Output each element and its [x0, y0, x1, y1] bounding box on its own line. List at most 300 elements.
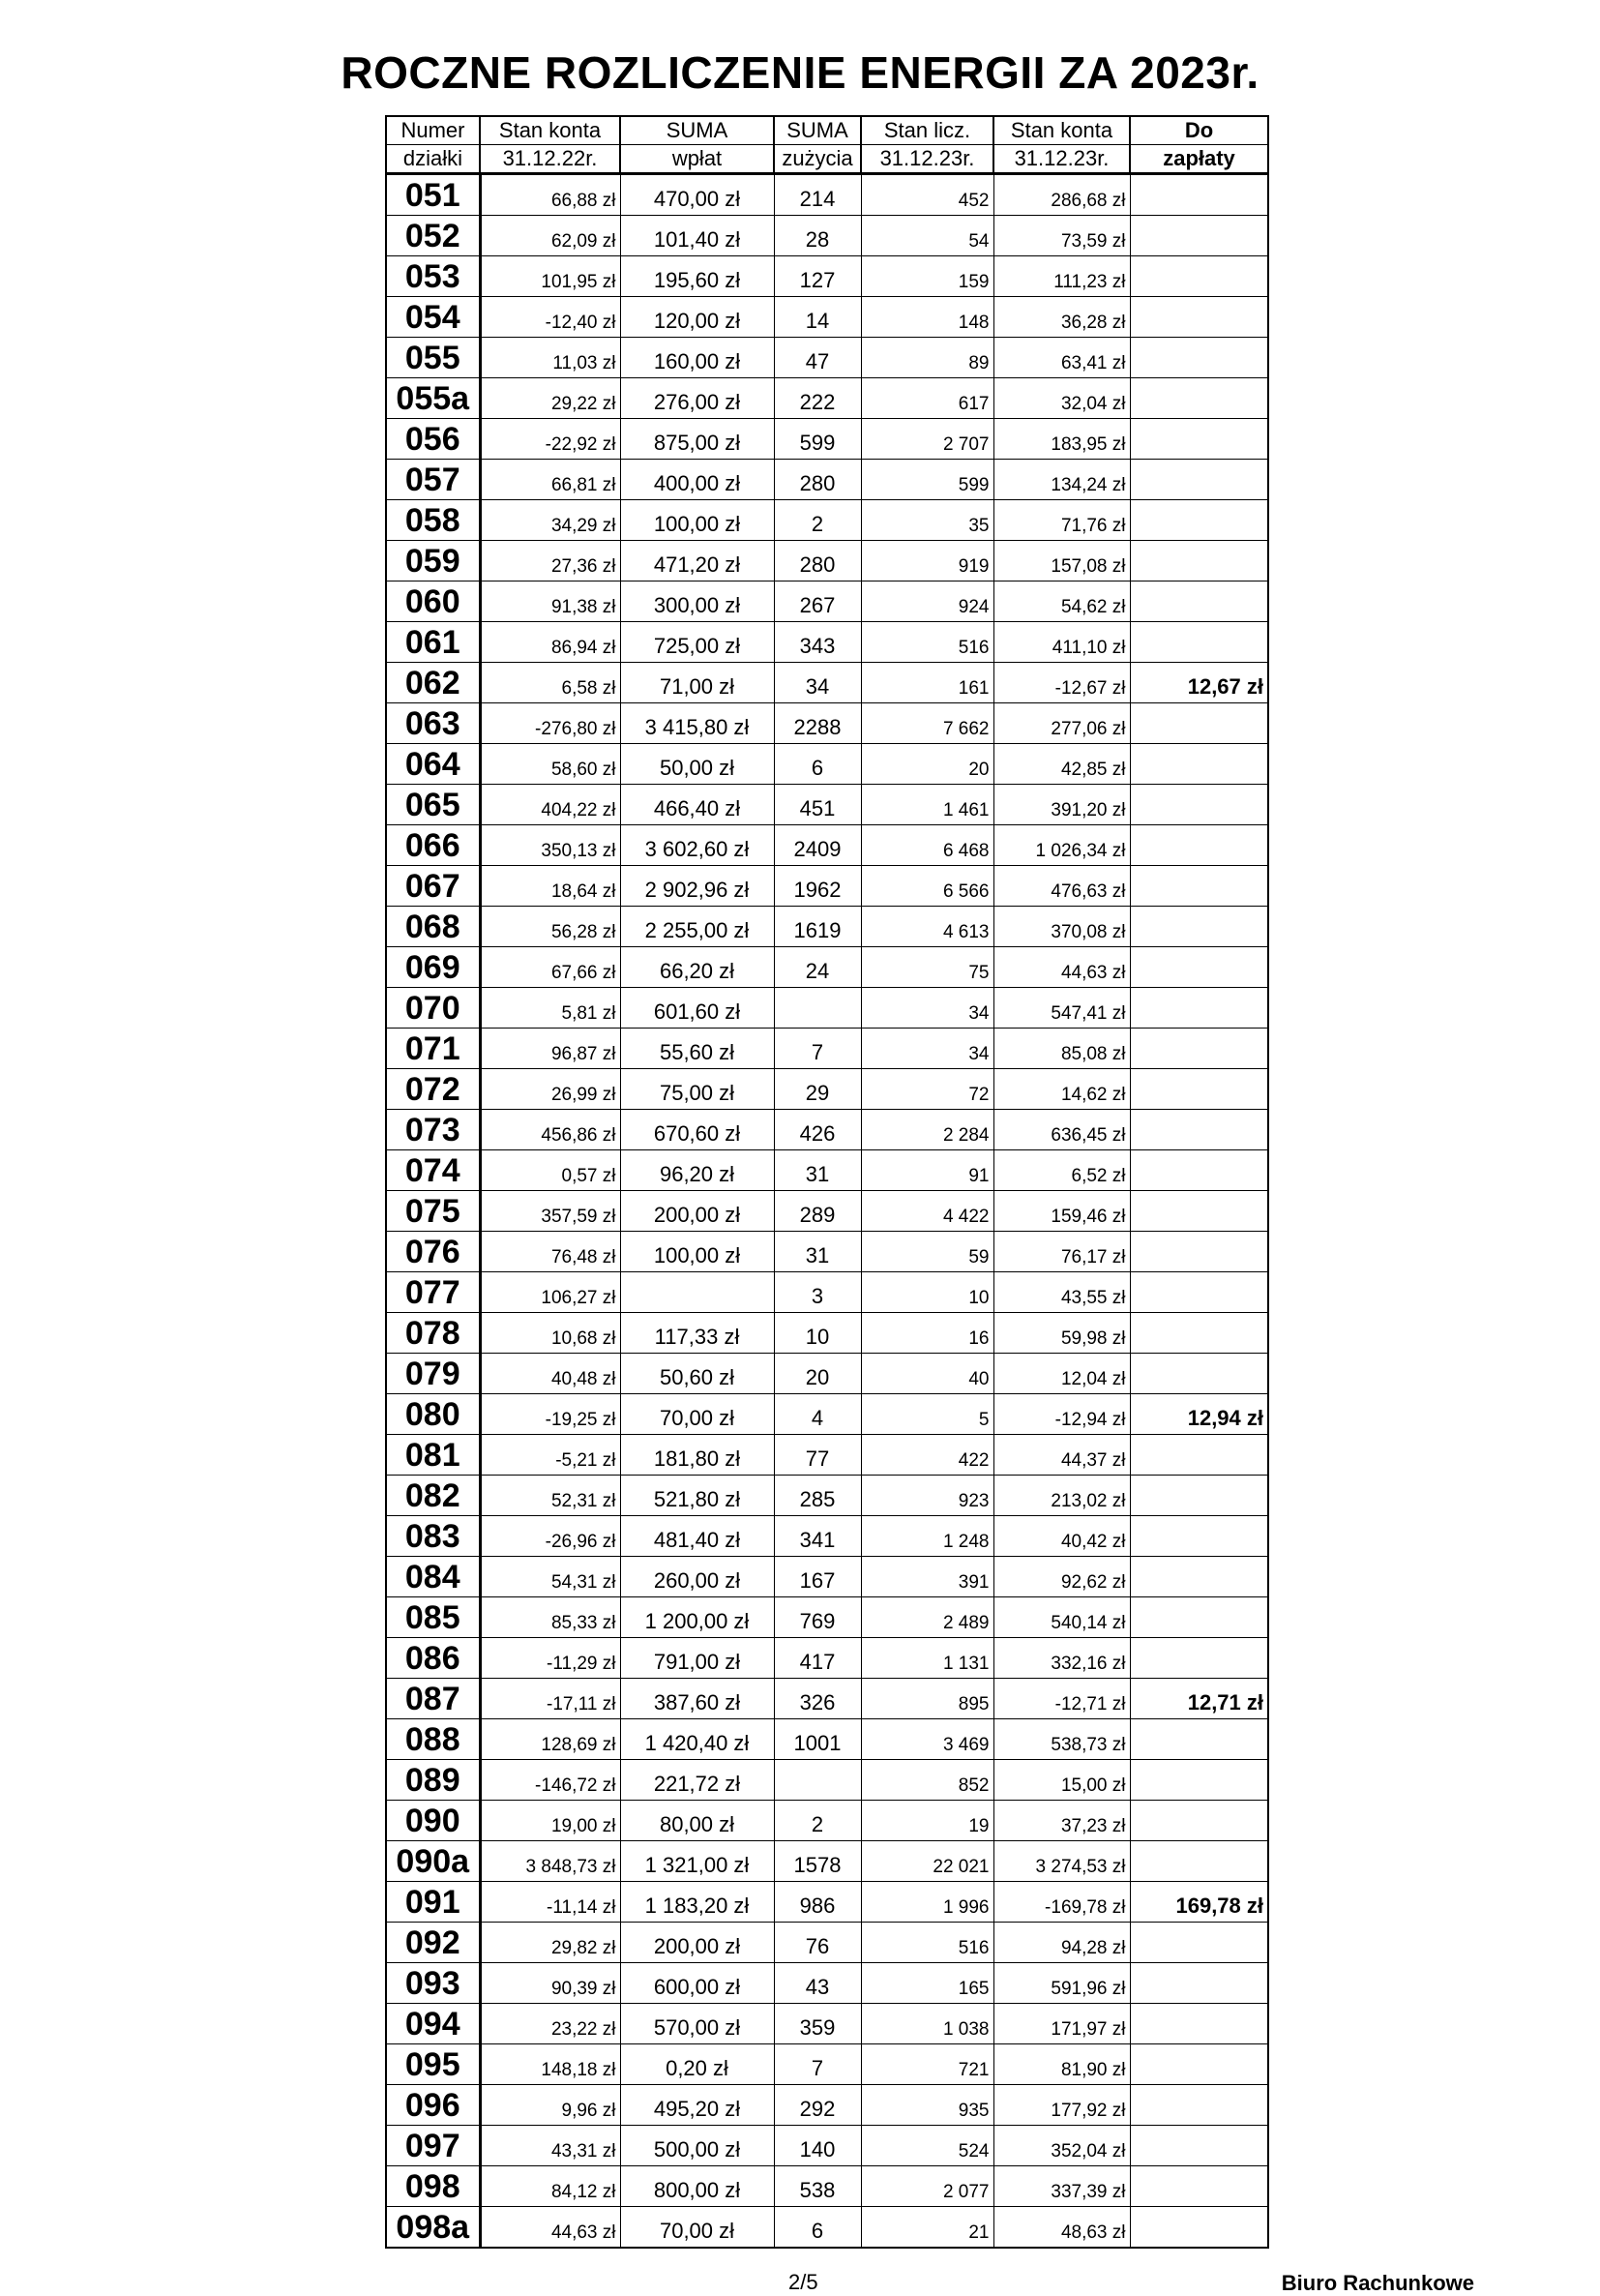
usage-cell: 214: [774, 174, 861, 216]
meter-reading-cell: 20: [861, 744, 993, 785]
payments-cell: 71,00 zł: [620, 663, 774, 703]
usage-cell: 417: [774, 1638, 861, 1679]
payments-cell: 1 200,00 zł: [620, 1597, 774, 1638]
usage-cell: [774, 1760, 861, 1801]
to-pay-cell: [1130, 581, 1268, 622]
to-pay-cell: [1130, 1476, 1268, 1516]
plot-number-cell: 088: [386, 1719, 480, 1760]
payments-cell: 800,00 zł: [620, 2166, 774, 2207]
meter-reading-cell: 1 038: [861, 2004, 993, 2044]
balance-2022-cell: -11,29 zł: [480, 1638, 620, 1679]
meter-reading-cell: 2 489: [861, 1597, 993, 1638]
payments-cell: 55,60 zł: [620, 1029, 774, 1069]
usage-cell: 1001: [774, 1719, 861, 1760]
payments-cell: 195,60 zł: [620, 256, 774, 297]
payments-cell: 495,20 zł: [620, 2085, 774, 2126]
header-balance-2023-sub: 31.12.23r.: [993, 145, 1130, 174]
table-body: [386, 174, 1268, 2249]
balance-2023-cell: 337,39 zł: [993, 2166, 1130, 2207]
payments-cell: 466,40 zł: [620, 785, 774, 825]
table-row: [386, 1313, 1268, 1354]
usage-cell: 140: [774, 2126, 861, 2166]
balance-2023-cell: 177,92 zł: [993, 2085, 1130, 2126]
plot-number-cell: 053: [386, 256, 480, 297]
balance-2022-cell: 19,00 zł: [480, 1801, 620, 1841]
to-pay-cell: [1130, 2207, 1268, 2249]
to-pay-cell: [1130, 1272, 1268, 1313]
meter-reading-cell: 159: [861, 256, 993, 297]
balance-2022-cell: -146,72 zł: [480, 1760, 620, 1801]
table-row: [386, 1679, 1268, 1719]
to-pay-cell: [1130, 1029, 1268, 1069]
meter-reading-cell: 1 248: [861, 1516, 993, 1557]
meter-reading-cell: 391: [861, 1557, 993, 1597]
plot-number-cell: 085: [386, 1597, 480, 1638]
usage-cell: 426: [774, 1110, 861, 1150]
balance-2022-cell: 404,22 zł: [480, 785, 620, 825]
usage-cell: 6: [774, 744, 861, 785]
plot-number-cell: 077: [386, 1272, 480, 1313]
payments-cell: 0,20 zł: [620, 2044, 774, 2085]
table-row: [386, 2004, 1268, 2044]
to-pay-cell: [1130, 988, 1268, 1029]
balance-2022-cell: 128,69 zł: [480, 1719, 620, 1760]
payments-cell: 50,00 zł: [620, 744, 774, 785]
plot-number-cell: 094: [386, 2004, 480, 2044]
to-pay-cell: [1130, 2166, 1268, 2207]
payments-cell: 160,00 zł: [620, 338, 774, 378]
balance-2022-cell: 3 848,73 zł: [480, 1841, 620, 1882]
plot-number-cell: 087: [386, 1679, 480, 1719]
table-row: [386, 1354, 1268, 1394]
payments-cell: 66,20 zł: [620, 947, 774, 988]
table-row: [386, 2207, 1268, 2249]
payments-cell: 500,00 zł: [620, 2126, 774, 2166]
meter-reading-cell: 935: [861, 2085, 993, 2126]
table-row: [386, 703, 1268, 744]
to-pay-cell: [1130, 460, 1268, 500]
usage-cell: 538: [774, 2166, 861, 2207]
usage-cell: 2: [774, 1801, 861, 1841]
balance-2022-cell: 357,59 zł: [480, 1191, 620, 1232]
meter-reading-cell: 617: [861, 378, 993, 419]
table-row: [386, 1029, 1268, 1069]
balance-2023-cell: 48,63 zł: [993, 2207, 1130, 2249]
balance-2022-cell: 86,94 zł: [480, 622, 620, 663]
table-row: [386, 1597, 1268, 1638]
balance-2023-cell: 134,24 zł: [993, 460, 1130, 500]
to-pay-cell: [1130, 703, 1268, 744]
balance-2022-cell: -276,80 zł: [480, 703, 620, 744]
table-row: [386, 1923, 1268, 1963]
usage-cell: 341: [774, 1516, 861, 1557]
payments-cell: 725,00 zł: [620, 622, 774, 663]
plot-number-cell: 093: [386, 1963, 480, 2004]
to-pay-cell: [1130, 1069, 1268, 1110]
payments-cell: 70,00 zł: [620, 2207, 774, 2249]
table-row: [386, 1638, 1268, 1679]
usage-cell: 326: [774, 1679, 861, 1719]
balance-2023-cell: -169,78 zł: [993, 1882, 1130, 1923]
meter-reading-cell: 2 284: [861, 1110, 993, 1150]
plot-number-cell: 098: [386, 2166, 480, 2207]
usage-cell: 10: [774, 1313, 861, 1354]
balance-2022-cell: 23,22 zł: [480, 2004, 620, 2044]
to-pay-cell: [1130, 1557, 1268, 1597]
usage-cell: 14: [774, 297, 861, 338]
to-pay-cell: [1130, 785, 1268, 825]
table-row: [386, 1760, 1268, 1801]
to-pay-cell: [1130, 622, 1268, 663]
balance-2022-cell: 52,31 zł: [480, 1476, 620, 1516]
balance-2023-cell: 286,68 zł: [993, 174, 1130, 216]
header-plot-number-sub: działki: [386, 145, 480, 174]
header-sum-usage-sub: zużycia: [774, 145, 861, 174]
table-row: [386, 1150, 1268, 1191]
payments-cell: 200,00 zł: [620, 1923, 774, 1963]
balance-2023-cell: 1 026,34 zł: [993, 825, 1130, 866]
balance-2023-cell: 591,96 zł: [993, 1963, 1130, 2004]
plot-number-cell: 055: [386, 338, 480, 378]
balance-2023-cell: 370,08 zł: [993, 907, 1130, 947]
to-pay-cell: [1130, 216, 1268, 256]
table-row: [386, 1110, 1268, 1150]
meter-reading-cell: 4 613: [861, 907, 993, 947]
meter-reading-cell: 91: [861, 1150, 993, 1191]
payments-cell: 600,00 zł: [620, 1963, 774, 2004]
balance-2022-cell: 9,96 zł: [480, 2085, 620, 2126]
meter-reading-cell: 895: [861, 1679, 993, 1719]
plot-number-cell: 076: [386, 1232, 480, 1272]
to-pay-cell: [1130, 256, 1268, 297]
table-row: [386, 419, 1268, 460]
plot-number-cell: 064: [386, 744, 480, 785]
balance-2023-cell: 332,16 zł: [993, 1638, 1130, 1679]
meter-reading-cell: 34: [861, 1029, 993, 1069]
header-sum-usage: SUMA: [774, 116, 861, 145]
table-row: [386, 1272, 1268, 1313]
to-pay-cell: [1130, 1313, 1268, 1354]
balance-2023-cell: 14,62 zł: [993, 1069, 1130, 1110]
plot-number-cell: 070: [386, 988, 480, 1029]
to-pay-cell: [1130, 825, 1268, 866]
usage-cell: 451: [774, 785, 861, 825]
payments-cell: 471,20 zł: [620, 541, 774, 581]
plot-number-cell: 072: [386, 1069, 480, 1110]
table-row: [386, 2126, 1268, 2166]
balance-2023-cell: 538,73 zł: [993, 1719, 1130, 1760]
balance-2023-cell: 12,04 zł: [993, 1354, 1130, 1394]
balance-2023-cell: 391,20 zł: [993, 785, 1130, 825]
meter-reading-cell: 1 461: [861, 785, 993, 825]
to-pay-cell: [1130, 1150, 1268, 1191]
to-pay-cell: 12,67 zł: [1130, 663, 1268, 703]
usage-cell: 167: [774, 1557, 861, 1597]
balance-2023-cell: 213,02 zł: [993, 1476, 1130, 1516]
plot-number-cell: 061: [386, 622, 480, 663]
usage-cell: 343: [774, 622, 861, 663]
table-row: [386, 1435, 1268, 1476]
table-row: [386, 256, 1268, 297]
usage-cell: 47: [774, 338, 861, 378]
usage-cell: 222: [774, 378, 861, 419]
balance-2023-cell: 63,41 zł: [993, 338, 1130, 378]
plot-number-cell: 080: [386, 1394, 480, 1435]
balance-2023-cell: 40,42 zł: [993, 1516, 1130, 1557]
balance-2022-cell: 66,88 zł: [480, 174, 620, 216]
table-row: [386, 1476, 1268, 1516]
to-pay-cell: 12,71 zł: [1130, 1679, 1268, 1719]
balance-2023-cell: 71,76 zł: [993, 500, 1130, 541]
plot-number-cell: 052: [386, 216, 480, 256]
payments-cell: 1 183,20 zł: [620, 1882, 774, 1923]
balance-2023-cell: 183,95 zł: [993, 419, 1130, 460]
balance-2022-cell: 44,63 zł: [480, 2207, 620, 2249]
plot-number-cell: 090a: [386, 1841, 480, 1882]
to-pay-cell: [1130, 500, 1268, 541]
payments-cell: 120,00 zł: [620, 297, 774, 338]
payments-cell: 875,00 zł: [620, 419, 774, 460]
balance-2022-cell: 62,09 zł: [480, 216, 620, 256]
balance-2022-cell: 350,13 zł: [480, 825, 620, 866]
to-pay-cell: [1130, 1191, 1268, 1232]
balance-2023-cell: 277,06 zł: [993, 703, 1130, 744]
to-pay-cell: [1130, 541, 1268, 581]
balance-2022-cell: 34,29 zł: [480, 500, 620, 541]
plot-number-cell: 069: [386, 947, 480, 988]
plot-number-cell: 090: [386, 1801, 480, 1841]
meter-reading-cell: 21: [861, 2207, 993, 2249]
meter-reading-cell: 59: [861, 1232, 993, 1272]
balance-2023-cell: 352,04 zł: [993, 2126, 1130, 2166]
plot-number-cell: 084: [386, 1557, 480, 1597]
to-pay-cell: [1130, 174, 1268, 216]
meter-reading-cell: 919: [861, 541, 993, 581]
payments-cell: 1 321,00 zł: [620, 1841, 774, 1882]
usage-cell: 34: [774, 663, 861, 703]
payments-cell: 117,33 zł: [620, 1313, 774, 1354]
balance-2022-cell: 456,86 zł: [480, 1110, 620, 1150]
plot-number-cell: 083: [386, 1516, 480, 1557]
payments-cell: 470,00 zł: [620, 174, 774, 216]
balance-2022-cell: 76,48 zł: [480, 1232, 620, 1272]
meter-reading-cell: 2 707: [861, 419, 993, 460]
header-balance-2022: Stan konta: [480, 116, 620, 145]
balance-2022-cell: 85,33 zł: [480, 1597, 620, 1638]
payments-cell: 570,00 zł: [620, 2004, 774, 2044]
header-balance-2023: Stan konta: [993, 116, 1130, 145]
plot-number-cell: 096: [386, 2085, 480, 2126]
balance-2023-cell: 157,08 zł: [993, 541, 1130, 581]
to-pay-cell: [1130, 1923, 1268, 1963]
balance-2023-cell: 171,97 zł: [993, 2004, 1130, 2044]
payments-cell: 96,20 zł: [620, 1150, 774, 1191]
plot-number-cell: 078: [386, 1313, 480, 1354]
to-pay-cell: [1130, 1232, 1268, 1272]
balance-2022-cell: 148,18 zł: [480, 2044, 620, 2085]
balance-2022-cell: -26,96 zł: [480, 1516, 620, 1557]
usage-cell: 2: [774, 500, 861, 541]
energy-settlement-table: [385, 115, 1269, 2249]
plot-number-cell: 063: [386, 703, 480, 744]
payments-cell: [620, 1272, 774, 1313]
table-row: [386, 1963, 1268, 2004]
balance-2023-cell: 85,08 zł: [993, 1029, 1130, 1069]
to-pay-cell: [1130, 947, 1268, 988]
balance-2023-cell: 15,00 zł: [993, 1760, 1130, 1801]
balance-2022-cell: 11,03 zł: [480, 338, 620, 378]
payments-cell: 3 602,60 zł: [620, 825, 774, 866]
table-row: [386, 1069, 1268, 1110]
balance-2022-cell: 84,12 zł: [480, 2166, 620, 2207]
plot-number-cell: 097: [386, 2126, 480, 2166]
plot-number-cell: 075: [386, 1191, 480, 1232]
meter-reading-cell: 161: [861, 663, 993, 703]
balance-2023-cell: -12,71 zł: [993, 1679, 1130, 1719]
usage-cell: 76: [774, 1923, 861, 1963]
page-title: ROCZNE ROZLICZENIE ENERGII ZA 2023r.: [341, 47, 1259, 98]
table-row: [386, 1394, 1268, 1435]
usage-cell: 7: [774, 1029, 861, 1069]
table-row: [386, 500, 1268, 541]
table-row: [386, 663, 1268, 703]
to-pay-cell: [1130, 907, 1268, 947]
meter-reading-cell: 34: [861, 988, 993, 1029]
meter-reading-cell: 40: [861, 1354, 993, 1394]
usage-cell: 4: [774, 1394, 861, 1435]
balance-2022-cell: 91,38 zł: [480, 581, 620, 622]
meter-reading-cell: 516: [861, 1923, 993, 1963]
table-row: [386, 622, 1268, 663]
meter-reading-cell: 7 662: [861, 703, 993, 744]
usage-cell: 7: [774, 2044, 861, 2085]
plot-number-cell: 074: [386, 1150, 480, 1191]
balance-2023-cell: 476,63 zł: [993, 866, 1130, 907]
table-row: [386, 297, 1268, 338]
meter-reading-cell: 148: [861, 297, 993, 338]
usage-cell: 292: [774, 2085, 861, 2126]
plot-number-cell: 054: [386, 297, 480, 338]
to-pay-cell: [1130, 419, 1268, 460]
usage-cell: 31: [774, 1150, 861, 1191]
to-pay-cell: 12,94 zł: [1130, 1394, 1268, 1435]
table-row: [386, 1191, 1268, 1232]
meter-reading-cell: 5: [861, 1394, 993, 1435]
usage-cell: 31: [774, 1232, 861, 1272]
payments-cell: 221,72 zł: [620, 1760, 774, 1801]
balance-2023-cell: 3 274,53 zł: [993, 1841, 1130, 1882]
balance-2022-cell: 27,36 zł: [480, 541, 620, 581]
plot-number-cell: 066: [386, 825, 480, 866]
balance-2023-cell: 636,45 zł: [993, 1110, 1130, 1150]
to-pay-cell: 169,78 zł: [1130, 1882, 1268, 1923]
usage-cell: 29: [774, 1069, 861, 1110]
plot-number-cell: 062: [386, 663, 480, 703]
balance-2022-cell: 58,60 zł: [480, 744, 620, 785]
payments-cell: 601,60 zł: [620, 988, 774, 1029]
plot-number-cell: 081: [386, 1435, 480, 1476]
table-row: [386, 2166, 1268, 2207]
table-row: [386, 1801, 1268, 1841]
plot-number-cell: 091: [386, 1882, 480, 1923]
to-pay-cell: [1130, 2085, 1268, 2126]
meter-reading-cell: 422: [861, 1435, 993, 1476]
meter-reading-cell: 452: [861, 174, 993, 216]
payments-cell: 70,00 zł: [620, 1394, 774, 1435]
to-pay-cell: [1130, 2044, 1268, 2085]
table-row: [386, 216, 1268, 256]
plot-number-cell: 065: [386, 785, 480, 825]
payments-cell: 2 255,00 zł: [620, 907, 774, 947]
balance-2023-cell: 540,14 zł: [993, 1597, 1130, 1638]
balance-2022-cell: 54,31 zł: [480, 1557, 620, 1597]
plot-number-cell: 082: [386, 1476, 480, 1516]
balance-2023-cell: 54,62 zł: [993, 581, 1130, 622]
to-pay-cell: [1130, 1801, 1268, 1841]
usage-cell: [774, 988, 861, 1029]
meter-reading-cell: 1 131: [861, 1638, 993, 1679]
payments-cell: 101,40 zł: [620, 216, 774, 256]
to-pay-cell: [1130, 297, 1268, 338]
payments-cell: 300,00 zł: [620, 581, 774, 622]
table-row: [386, 744, 1268, 785]
balance-2022-cell: 29,82 zł: [480, 1923, 620, 1963]
meter-reading-cell: 10: [861, 1272, 993, 1313]
usage-cell: 77: [774, 1435, 861, 1476]
balance-2023-cell: 411,10 zł: [993, 622, 1130, 663]
balance-2023-cell: 32,04 zł: [993, 378, 1130, 419]
balance-2022-cell: 67,66 zł: [480, 947, 620, 988]
usage-cell: 20: [774, 1354, 861, 1394]
plot-number-cell: 079: [386, 1354, 480, 1394]
meter-reading-cell: 6 566: [861, 866, 993, 907]
table-row: [386, 2085, 1268, 2126]
payments-cell: 80,00 zł: [620, 1801, 774, 1841]
payments-cell: 400,00 zł: [620, 460, 774, 500]
balance-2022-cell: 6,58 zł: [480, 663, 620, 703]
meter-reading-cell: 6 468: [861, 825, 993, 866]
table-row: [386, 338, 1268, 378]
plot-number-cell: 092: [386, 1923, 480, 1963]
meter-reading-cell: 923: [861, 1476, 993, 1516]
meter-reading-cell: 35: [861, 500, 993, 541]
meter-reading-cell: 89: [861, 338, 993, 378]
payments-cell: 1 420,40 zł: [620, 1719, 774, 1760]
payments-cell: 387,60 zł: [620, 1679, 774, 1719]
balance-2022-cell: -12,40 zł: [480, 297, 620, 338]
table-row: [386, 460, 1268, 500]
plot-number-cell: 067: [386, 866, 480, 907]
meter-reading-cell: 2 077: [861, 2166, 993, 2207]
balance-2023-cell: 37,23 zł: [993, 1801, 1130, 1841]
payments-cell: 200,00 zł: [620, 1191, 774, 1232]
usage-cell: 1578: [774, 1841, 861, 1882]
balance-2022-cell: -11,14 zł: [480, 1882, 620, 1923]
payments-cell: 50,60 zł: [620, 1354, 774, 1394]
balance-2022-cell: 43,31 zł: [480, 2126, 620, 2166]
balance-2023-cell: -12,67 zł: [993, 663, 1130, 703]
table-row: [386, 174, 1268, 216]
usage-cell: 280: [774, 460, 861, 500]
plot-number-cell: 086: [386, 1638, 480, 1679]
payments-cell: 276,00 zł: [620, 378, 774, 419]
office-name: Biuro Rachunkowe: [1281, 2271, 1474, 2295]
meter-reading-cell: 524: [861, 2126, 993, 2166]
to-pay-cell: [1130, 1638, 1268, 1679]
table-row: [386, 541, 1268, 581]
to-pay-cell: [1130, 1516, 1268, 1557]
balance-2022-cell: 26,99 zł: [480, 1069, 620, 1110]
